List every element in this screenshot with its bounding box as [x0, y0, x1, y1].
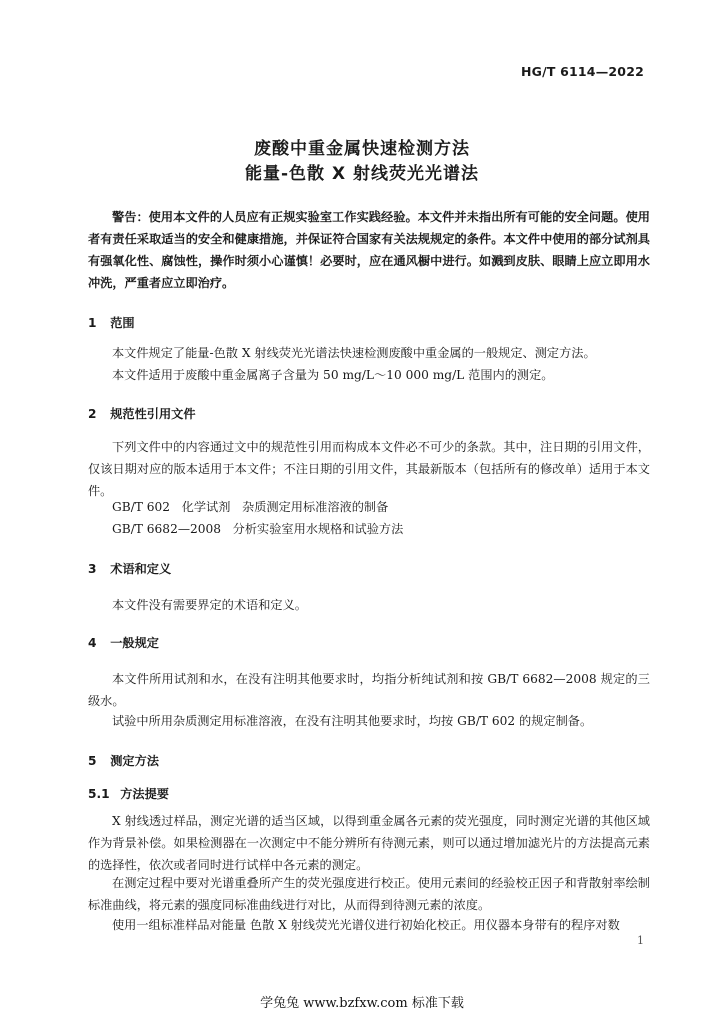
- section-number: 2: [88, 407, 97, 421]
- principle-paragraph-3: 使用一组标准样品对能量 色散 X 射线荧光光谱仪进行初始化校正。用仪器本身带有的程序对数: [112, 918, 620, 932]
- section-number: 4: [88, 636, 97, 650]
- document-title-line2: 能量-色散 X 射线荧光光谱法: [245, 164, 479, 184]
- reference-item: GB/T 602 化学试剂 杂质测定用标准溶液的制备: [112, 500, 389, 514]
- section-heading-general: [88, 634, 159, 651]
- section-number: 5: [88, 754, 97, 768]
- subsection-heading-principle: [88, 785, 169, 802]
- section-title: 术语和定义: [110, 562, 172, 576]
- reference-item: GB/T 6682—2008 分析实验室用水规格和试验方法: [112, 522, 404, 536]
- scope-paragraph-1: 本文件规定了能量-色散 X 射线荧光光谱法快速检测废酸中重金属的一般规定、测定方法。: [112, 346, 596, 360]
- section-title: 测定方法: [110, 754, 159, 768]
- general-paragraph-2: 试验中所用杂质测定用标准溶液，在没有注明其他要求时，均按 GB/T 602 的规定制备。: [112, 714, 593, 728]
- section-heading-scope: [88, 314, 135, 331]
- section-title: 一般规定: [110, 636, 159, 650]
- principle-paragraph-2: 在测定过程中要对光谱重叠所产生的荧光强度进行校正。使用元素间的经验校正因子和背散射率绘制标准曲线，将元素的强度同标准曲线进行对比，从而得到待测元素的浓度。: [88, 876, 650, 912]
- section-title: 规范性引用文件: [110, 407, 196, 421]
- subsection-title: 方法提要: [120, 787, 169, 801]
- footer-watermark-text: 学兔兔 www.bzfxw.com 标准下载: [260, 996, 464, 1011]
- references-paragraph: 下列文件中的内容通过文中的规范性引用而构成本文件必不可少的条款。其中，注日期的引用文件，仅该日期对应的版本适用于本文件；不注日期的引用文件，其最新版本（包括所有的修改单）适用于本文件。: [88, 440, 650, 498]
- section-heading-normative-references: [88, 405, 196, 422]
- subsection-number: 5.1: [88, 787, 110, 801]
- principle-paragraph-1: X 射线透过样品，测定光谱的适当区域，以得到重金属各元素的荧光强度，同时测定光谱的其他区域作为背景补偿。如果检测器在一次测定中不能分辨所有待测元素，则可以通过增加滤光片的方法提高元素的选择性，依次或者同时进行试样中各元素的测定。: [88, 814, 650, 872]
- section-title: 范围: [110, 316, 135, 330]
- general-paragraph-1: 本文件所用试剂和水，在没有注明其他要求时，均指分析纯试剂和按 GB/T 6682—2008 规定的三级水。: [88, 672, 650, 708]
- scope-paragraph-2: 本文件适用于废酸中重金属离子含量为 50 mg/L～10 000 mg/L 范围内的测定。: [112, 368, 554, 382]
- section-number: 1: [88, 316, 97, 330]
- page-number: 1: [637, 934, 644, 947]
- warning-paragraph: 警告：使用本文件的人员应有正规实验室工作实践经验。本文件并未指出所有可能的安全问题。使用者有责任采取适当的安全和健康措施，并保证符合国家有关法规规定的条件。本文件中使用的部分试剂具有强氧化性、腐蚀性，操作时须小心谨慎！必要时，应在通风橱中进行。如溅到皮肤、眼睛上应立即用水冲洗，严重者应立即治疗。: [88, 210, 650, 290]
- standard-code: HG/T 6114—2022: [520, 64, 644, 79]
- section-number: 3: [88, 562, 97, 576]
- document-title-line1: 废酸中重金属快速检测方法: [254, 139, 470, 159]
- terms-paragraph: 本文件没有需要界定的术语和定义。: [112, 598, 307, 612]
- section-heading-method: [88, 752, 159, 769]
- section-heading-terms: [88, 560, 171, 577]
